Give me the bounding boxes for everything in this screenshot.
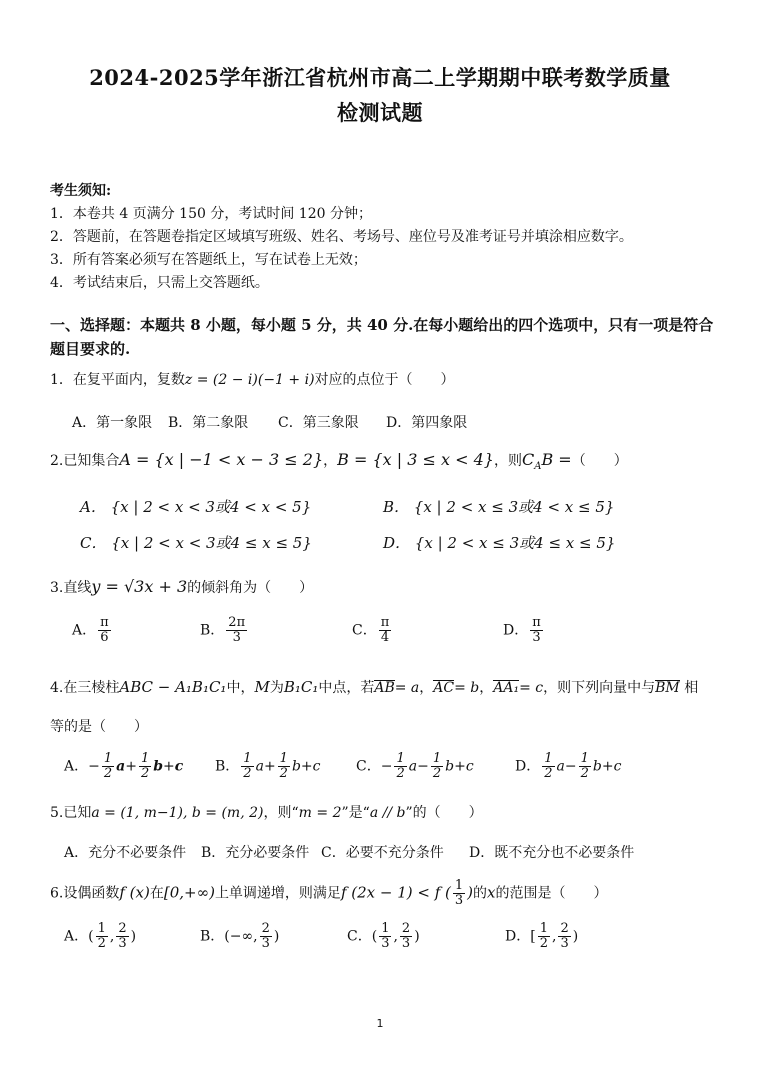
q2-stem-suffix: （ ）: [571, 453, 628, 469]
q3-option-c[interactable]: [352, 616, 393, 645]
q6-c-frac1: [379, 922, 391, 951]
denominator: 6: [100, 630, 109, 645]
q6-inequality-right: ): [467, 883, 474, 902]
section-1-heading: 一、选择题：本题共 8 小题，每小题 5 分，共 40 分.在每小题给出的四个选项中，只有一项是符合题目要求的.: [50, 316, 714, 358]
q4-b-vec-a: a: [255, 758, 264, 775]
q3-option-a[interactable]: [72, 616, 113, 645]
denominator: 2: [544, 766, 553, 781]
q6-d-sep: ,: [551, 928, 557, 945]
q4-c-vec-a: a: [408, 758, 418, 775]
q4-option-a[interactable]: [64, 752, 183, 781]
q3-expression: y = √3x + 3: [91, 577, 188, 596]
q2-set-b: B = {x | 3 ≤ x < 4}: [337, 450, 494, 469]
q4-c-frac1: [394, 752, 406, 781]
q3-option-b[interactable]: [200, 616, 249, 645]
exam-title-line1: 2024-2025学年浙江省杭州市高二上学期期中联考数学质量: [89, 65, 671, 90]
q3-option-c-fraction: [379, 616, 392, 645]
q5-option-b[interactable]: B．充分必要条件: [201, 845, 310, 861]
q5-stem-mid-2: ”是“: [341, 805, 370, 821]
q4-mid-2: 为: [269, 680, 284, 696]
page-number: 1: [376, 1017, 384, 1030]
q1-stem-prefix: 1．在复平面内，复数: [50, 372, 185, 388]
q4-mid-4: ，则下列向量中与: [543, 680, 656, 696]
q4-b-vec-b: b: [291, 758, 301, 775]
q4-c-vec-c: c: [465, 758, 474, 775]
q6-a-left: (: [88, 928, 94, 945]
q6-b-frac2: [260, 922, 272, 951]
q6-a-sep: ,: [109, 928, 115, 945]
q3-option-d[interactable]: [503, 616, 545, 645]
notice-item-4: 4．考试结束后，只需上交答题纸。: [50, 275, 269, 291]
q2-option-a[interactable]: A． {x | 2 < x < 3或4 < x < 5}: [80, 498, 312, 516]
q1-option-a[interactable]: A．第一象限: [72, 415, 153, 431]
q2-comma: ，: [323, 453, 338, 469]
q3-option-a-fraction: [98, 616, 111, 645]
q4-a-sign3: +: [163, 758, 175, 775]
numerator: 1: [544, 751, 553, 766]
denominator: 2: [140, 766, 150, 781]
question-6: [50, 879, 608, 908]
denominator: 3: [381, 936, 390, 951]
q1-option-c[interactable]: C．第三象限: [278, 415, 359, 431]
question-5: [50, 802, 483, 822]
denominator: 3: [401, 936, 411, 951]
numerator: 1: [243, 751, 252, 766]
q6-interval: [0,+∞): [163, 883, 215, 902]
numerator: 1: [381, 921, 390, 936]
question-2: [50, 450, 628, 472]
q6-d-left: [: [530, 928, 536, 945]
numerator: 1: [432, 751, 442, 766]
q6-d-frac1: [538, 922, 550, 951]
numerator: π: [380, 615, 390, 630]
q4-c-sign3: +: [454, 758, 466, 775]
q6-b-letter: B．: [200, 928, 225, 945]
denominator: 3: [232, 630, 241, 645]
q4-d-frac2: [579, 752, 591, 781]
q6-function: f (x): [119, 883, 150, 902]
q4-c-sign1: −: [380, 758, 393, 775]
q4-a-vec-c: c: [174, 758, 184, 775]
q4-d-sign3: +: [601, 758, 614, 775]
q6-c-right: ): [414, 928, 420, 945]
vector-ab: AB: [374, 680, 395, 696]
q4-d-letter: D．: [515, 758, 541, 775]
q2-set-a: A = {x | −1 < x − 3 ≤ 2}: [119, 450, 324, 469]
q6-option-d[interactable]: [505, 922, 578, 951]
denominator: 3: [118, 936, 127, 951]
q6-mid-1: 在: [149, 885, 164, 902]
denominator: 2: [539, 936, 548, 951]
q2-stem-mid: ，则: [493, 453, 522, 469]
q3-option-d-fraction: [530, 616, 543, 645]
denominator: 3: [532, 630, 541, 645]
denominator: 2: [243, 766, 252, 781]
numerator: 1: [279, 751, 288, 766]
q4-d-sign2: −: [564, 758, 577, 775]
q4-a-sign2: +: [125, 758, 137, 775]
q6-option-a[interactable]: [64, 922, 136, 951]
q4-b-letter: B．: [215, 758, 240, 775]
q4-d-vec-b: b: [592, 758, 602, 775]
q4-c-frac2: [431, 752, 443, 781]
q4-a-frac1: [102, 752, 114, 781]
q5-stem-suffix: ”的（ ）: [405, 805, 483, 821]
q6-d-frac2: [558, 922, 570, 951]
notice-heading: 考生须知:: [50, 183, 112, 199]
notice-item-2: 2．答题前，在答题卷指定区域填写班级、姓名、考场号、座位号及准考证号并填涂相应数字。: [50, 229, 633, 245]
q6-option-c[interactable]: [347, 922, 420, 951]
vector-ac: AC: [433, 680, 455, 696]
q6-d-right: ): [572, 928, 579, 945]
q4-c-sign2: −: [417, 758, 429, 775]
question-3: [50, 577, 313, 597]
denominator: 2: [580, 766, 589, 781]
q6-mid-3: 的: [473, 885, 488, 902]
q6-a-letter: A．: [64, 928, 89, 945]
q5-expression: a = (1, m−1), b = (m, 2): [91, 805, 264, 821]
q5-option-a[interactable]: A．充分不必要条件: [64, 845, 187, 861]
q6-option-b[interactable]: [200, 922, 279, 951]
numerator: 1: [454, 878, 464, 893]
q4-eq-b: = b: [454, 680, 480, 696]
q4-c-vec-b: b: [445, 758, 455, 775]
q3-option-d-letter: D．: [503, 622, 529, 639]
q6-a-frac1: [96, 922, 108, 951]
q6-stem-suffix: 的范围是（ ）: [495, 885, 608, 902]
q3-stem-suffix: 的倾斜角为（ ）: [187, 580, 314, 596]
denominator: 2: [103, 766, 113, 781]
q4-mid-3: 中点，若: [318, 680, 375, 696]
q4-c-letter: C．: [356, 758, 381, 775]
numerator: 1: [97, 921, 106, 936]
q3-option-b-fraction: [226, 616, 247, 645]
question-4-line-1: 4.在三棱柱ABC − A₁B₁C₁中，M为B₁C₁中点，若AB= a，AC= b，AA₁= c，则下列向量中与BM 相: [50, 678, 699, 696]
q4-suffix-1: 相: [684, 680, 699, 696]
q6-stem-prefix: 6.设偶函数: [50, 885, 120, 902]
numerator: 2: [261, 921, 270, 936]
numerator: 1: [396, 751, 405, 766]
exam-title-line2: 检测试题: [337, 100, 423, 125]
numerator: 2: [118, 921, 127, 936]
q2-stem-prefix: 2.已知集合: [50, 453, 120, 469]
q6-c-sep: ,: [393, 928, 398, 945]
q1-option-d[interactable]: D．第四象限: [386, 415, 468, 431]
q6-d-letter: D．: [505, 928, 531, 945]
q6-a-right: ): [130, 928, 137, 945]
q5-condition-1: m = 2: [298, 805, 342, 821]
q4-a-vec-b: b: [153, 758, 164, 775]
question-1: [50, 369, 455, 389]
q6-c-frac2: [400, 922, 412, 951]
vector-aa1: AA₁: [493, 680, 520, 696]
q3-option-c-letter: C．: [352, 622, 377, 639]
q1-option-b[interactable]: B．第二象限: [168, 415, 249, 431]
q6-fraction: [453, 879, 465, 908]
q4-b-sign2: +: [263, 758, 276, 775]
q5-option-d[interactable]: D．既不充分也不必要条件: [469, 845, 635, 861]
denominator: 2: [97, 936, 106, 951]
q6-a-frac2: [116, 922, 128, 951]
q5-condition-2: a // b: [369, 805, 406, 821]
notice-item-1: 1．本卷共 4 页满分 150 分，考试时间 120 分钟；: [50, 206, 372, 222]
numerator: 2: [560, 921, 569, 936]
q4-b-sign3: +: [300, 758, 313, 775]
q5-option-c[interactable]: C．必要不充分条件: [321, 845, 444, 861]
q2-complement-symbol: C: [521, 450, 535, 469]
numerator: 1: [140, 751, 150, 766]
q6-variable: x: [487, 883, 496, 902]
q4-option-d[interactable]: [515, 752, 621, 781]
q2-complement-sub: A: [534, 460, 542, 472]
q4-segment: B₁C₁: [283, 678, 319, 696]
numerator: 1: [580, 751, 589, 766]
numerator: π: [532, 615, 541, 630]
q4-eq-a: = a: [394, 680, 420, 696]
q4-d-vec-a: a: [556, 758, 565, 775]
q6-mid-2: 上单调递增，则满足: [214, 885, 341, 902]
numerator: 2π: [228, 615, 246, 630]
q4-mid-1: 中，: [226, 680, 255, 696]
notice-item-3: 3．所有答案必须写在答题纸上，写在试卷上无效；: [50, 252, 367, 268]
q4-point-m: M: [254, 678, 270, 696]
numerator: π: [100, 615, 109, 630]
q4-prism: ABC − A₁B₁C₁: [119, 678, 227, 696]
q4-a-frac2: [139, 752, 151, 781]
q1-stem-suffix: 对应的点位于（ ）: [314, 372, 455, 388]
q3-option-b-letter: B．: [200, 622, 225, 639]
q2-complement-tail: B =: [541, 450, 572, 469]
q2-option-d[interactable]: D． {x | 2 < x ≤ 3或4 ≤ x ≤ 5}: [383, 534, 616, 552]
q5-stem-prefix: 5.已知: [50, 805, 92, 821]
vector-bm: BM: [655, 680, 680, 696]
q6-b-left: (−∞,: [224, 928, 258, 945]
denominator: 2: [396, 766, 405, 781]
denominator: 4: [380, 630, 390, 645]
q4-a-sign1: −: [88, 758, 100, 775]
q4-d-frac1: [542, 752, 554, 781]
question-4-line-2: 等的是（ ）: [50, 719, 148, 735]
denominator: 3: [454, 893, 464, 908]
q4-option-b[interactable]: [215, 752, 321, 781]
q2-option-c[interactable]: C． {x | 2 < x < 3或4 ≤ x ≤ 5}: [80, 534, 312, 552]
q4-a-letter: A．: [64, 758, 89, 775]
numerator: 2: [401, 921, 411, 936]
q5-stem-mid: ，则“: [263, 805, 299, 821]
numerator: 1: [539, 921, 548, 936]
denominator: 3: [560, 936, 569, 951]
q1-expression: z = (2 − i)(−1 + i): [184, 372, 315, 388]
q2-option-b[interactable]: B． {x | 2 < x ≤ 3或4 < x ≤ 5}: [383, 498, 615, 516]
q3-option-a-letter: A．: [72, 622, 97, 639]
q4-b-frac2: [278, 752, 290, 781]
q4-b-frac1: [241, 752, 253, 781]
q4-prefix: 4.在三棱柱: [50, 680, 120, 696]
q6-inequality-left: f (2x − 1) < f (: [340, 883, 451, 902]
q4-d-vec-c: c: [613, 758, 622, 775]
q4-a-vec-a: a: [116, 758, 126, 775]
q6-b-right: ): [273, 928, 280, 945]
denominator: 2: [432, 766, 442, 781]
q4-option-c[interactable]: [356, 752, 474, 781]
numerator: 1: [103, 751, 113, 766]
q6-c-left: (: [371, 928, 378, 945]
denominator: 2: [279, 766, 288, 781]
q4-b-vec-c: c: [312, 758, 321, 775]
q4-eq-c: = c: [519, 680, 544, 696]
q3-stem-prefix: 3.直线: [50, 580, 92, 596]
denominator: 3: [261, 936, 270, 951]
q6-c-letter: C．: [347, 928, 372, 945]
